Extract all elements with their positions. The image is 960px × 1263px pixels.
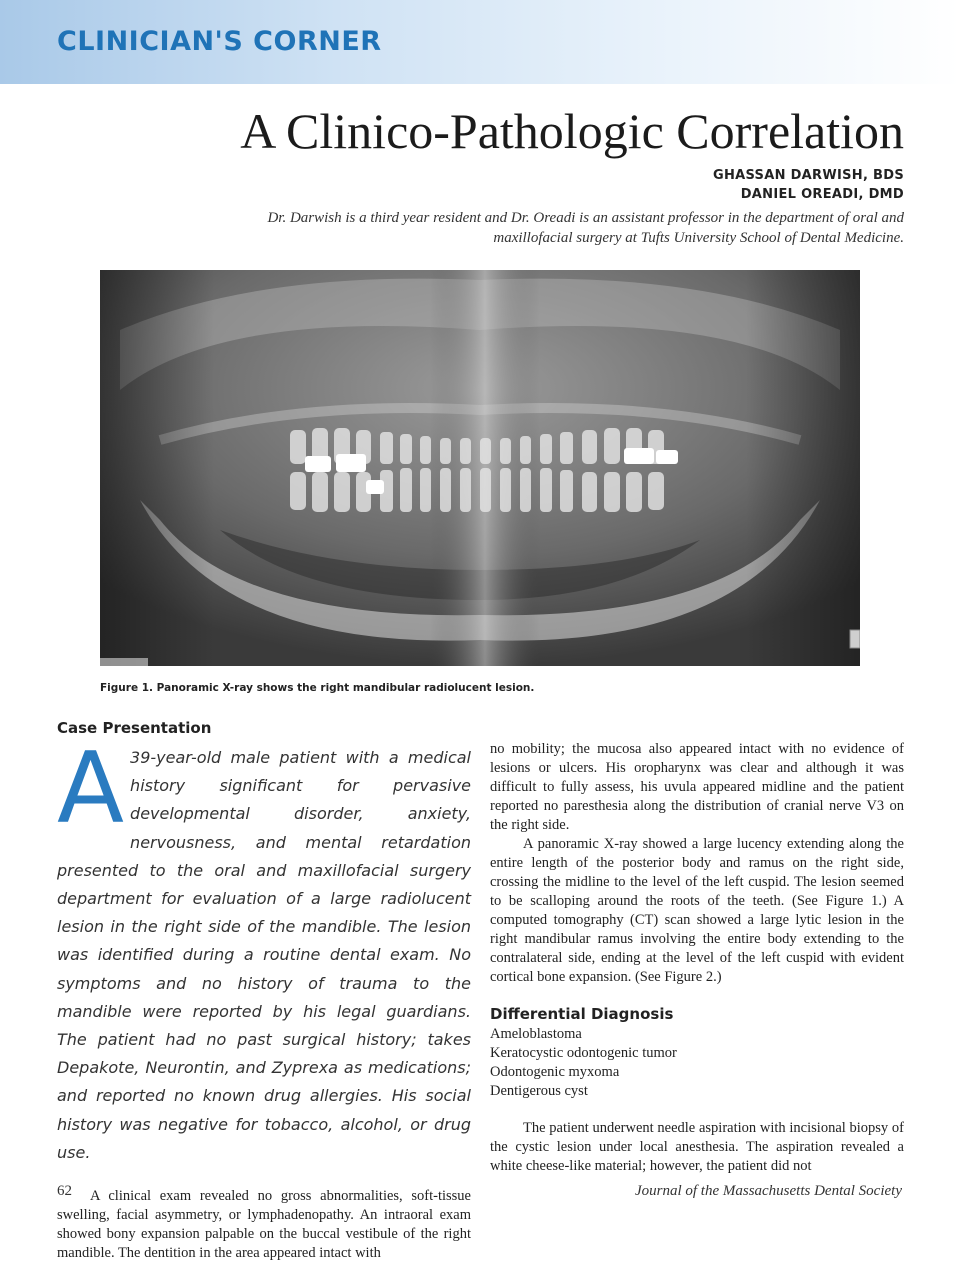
xray-image	[100, 270, 860, 666]
list-item: Keratocystic odontogenic tumor	[490, 1045, 677, 1061]
right-column	[490, 740, 904, 1176]
panoramic-xray-figure	[100, 270, 860, 666]
clinical-exam-paragraph-continued: no mobility; the mucosa also appeared intact with no evidence of lesions or ulcers. His oropharynx was clear and although it was difficult to fully assess, his uvula appeared midline and the patient reported no paresthesia along the distribution of cranial nerve V3 on the right side.	[490, 741, 904, 833]
drop-cap: A	[57, 732, 125, 846]
author-2: DANIEL OREADI, DMD	[740, 187, 904, 202]
figure-caption: Figure 1. Panoramic X-ray shows the right mandibular radiolucent lesion.	[100, 682, 535, 694]
case-intro-paragraph: 39-year-old male patient with a medical history significant for pervasive developmental disorder, anxiety, nervousness, and mental retardation presented to the oral and maxillofacial surgery department for evaluation of a large radiolucent lesion in the right side of the mandible. The lesion was identified during a routine dental exam. No symptoms and no history of trauma to the mandible were reported by his legal guardians. The patient had no past surgical history; takes Depakote, Neurontin, and Zyprexa as medications; and reported no known drug allergies. His social history was negative for tobacco, alcohol, or drug use.	[57, 748, 471, 1162]
list-item: Odontogenic myxoma	[490, 1064, 620, 1080]
clinical-exam-paragraph: A clinical exam revealed no gross abnormalities, soft-tissue swelling, facial asymmetry, or lymphadenopathy. An intraoral exam showed bony expansion palpable on the buccal vestibule of the right mandible. The dentition in the area appeared intact with	[57, 1188, 471, 1262]
author-1: GHASSAN DARWISH, BDS	[712, 168, 904, 183]
xray-findings-paragraph: A panoramic X-ray showed a large lucency extending along the entire length of the posterior body and ramus on the right side, crossing the midline to the level of the left cuspid. The lesion seemed to be scalloping around the roots of the teeth. (See Figure 1.) A computed tomography (CT) scan showed a large lytic lesion in the right mandibular ramus involving the entire body extending to the contralateral side, ending at the level of the left cuspid with evident cortical bone expansion. (See Figure 2.)	[490, 836, 904, 985]
left-column	[57, 732, 471, 1263]
section-banner	[0, 0, 960, 84]
journal-name: Journal of the Massachusetts Dental Society	[634, 1183, 902, 1199]
article-title: A Clinico-Pathologic Correlation	[240, 103, 904, 159]
differential-diagnosis-list	[490, 1025, 904, 1101]
author-affiliation: Dr. Darwish is a third year resident and Dr. Oreadi is an assistant professor in the department of oral and maxillofacial surgery at Tufts University School of Dental Medicine.	[267, 210, 904, 246]
differential-diagnosis-heading: Differential Diagnosis	[490, 1005, 674, 1023]
list-item: Ameloblastoma	[490, 1026, 582, 1042]
list-item: Dentigerous cyst	[490, 1083, 588, 1099]
section-name: CLINICIAN'S CORNER	[57, 26, 382, 57]
aspiration-paragraph: The patient underwent needle aspiration with incisional biopsy of the cystic lesion under local anesthesia. The aspiration revealed a white cheese-like material; however, the patient did not	[490, 1120, 904, 1174]
page-number: 62	[57, 1183, 72, 1199]
case-presentation-heading: Case Presentation	[57, 719, 212, 737]
